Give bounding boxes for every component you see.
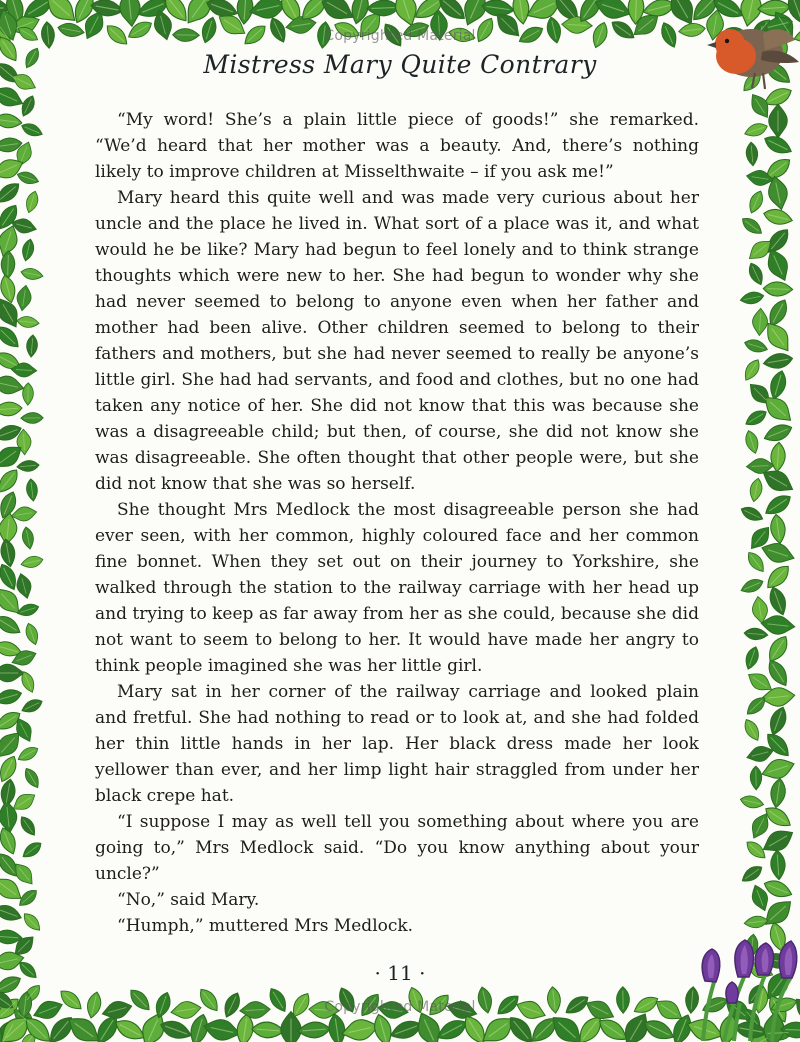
chapter-title: Mistress Mary Quite Contrary bbox=[203, 50, 597, 79]
paragraph-7: “Humph,” muttered Mrs Medlock. bbox=[117, 916, 414, 936]
robin-bird-icon bbox=[705, 7, 800, 93]
paragraph-6: “No,” said Mary. bbox=[117, 890, 260, 910]
page-number: · 11 · bbox=[374, 961, 426, 985]
paragraph-3: She thought Mrs Medlock the most disagreeable person she had ever seen, with her common, highly coloured face and her common fine bonnet. When they set out on their journey to Yorkshire, she walked through the station to the railway carriage with her head up and trying to keep as far away from her as she could, because she did not want to seem to belong to her. It would have made her angry to think people imagined she was her little girl. bbox=[95, 500, 699, 676]
crocus-flowers-icon bbox=[668, 905, 800, 1042]
story-text bbox=[95, 107, 699, 939]
paragraph-5: “I suppose I may as well tell you something about where you are going to,” Mrs Medlock said. “Do you know anything about your uncle?” bbox=[95, 812, 699, 884]
paragraph-4: Mary sat in her corner of the railway carriage and looked plain and fretful. She had nothing to read or to look at, and she had folded her thin little hands in her lap. Her black dress made her look yellower than ever, and her limp light hair straggled from under her black crepe hat. bbox=[95, 682, 699, 806]
bottom-copyright-watermark: Copyrighted Material bbox=[324, 999, 476, 1015]
paragraph-1: “My word! She’s a plain little piece of goods!” she remarked. “We’d heard that her mother was a beauty. And, there’s nothing likely to improve children at Misselthwaite – if you ask me!” bbox=[95, 110, 699, 182]
paragraph-2: Mary heard this quite well and was made very curious about her uncle and the place he lived in. What sort of a place was it, and what would he be like? Mary had begun to feel lonely and to think strange thoughts which were new to her. She had begun to wonder why she had never seemed to belong to anyone even when her father and mother had been alive. Other children seemed to belong to their fathers and mothers, but she had never seemed to really be anyone’s little girl. She had had servants, and food and clothes, but no one had taken any notice of her. She did not know that this was because she was a disagreeable child; but then, of course, she did not know she was disagreeable. She often thought that other people were, but she did not know that she was so herself. bbox=[95, 188, 699, 494]
top-copyright-watermark: Copyrighted Material bbox=[324, 28, 476, 44]
